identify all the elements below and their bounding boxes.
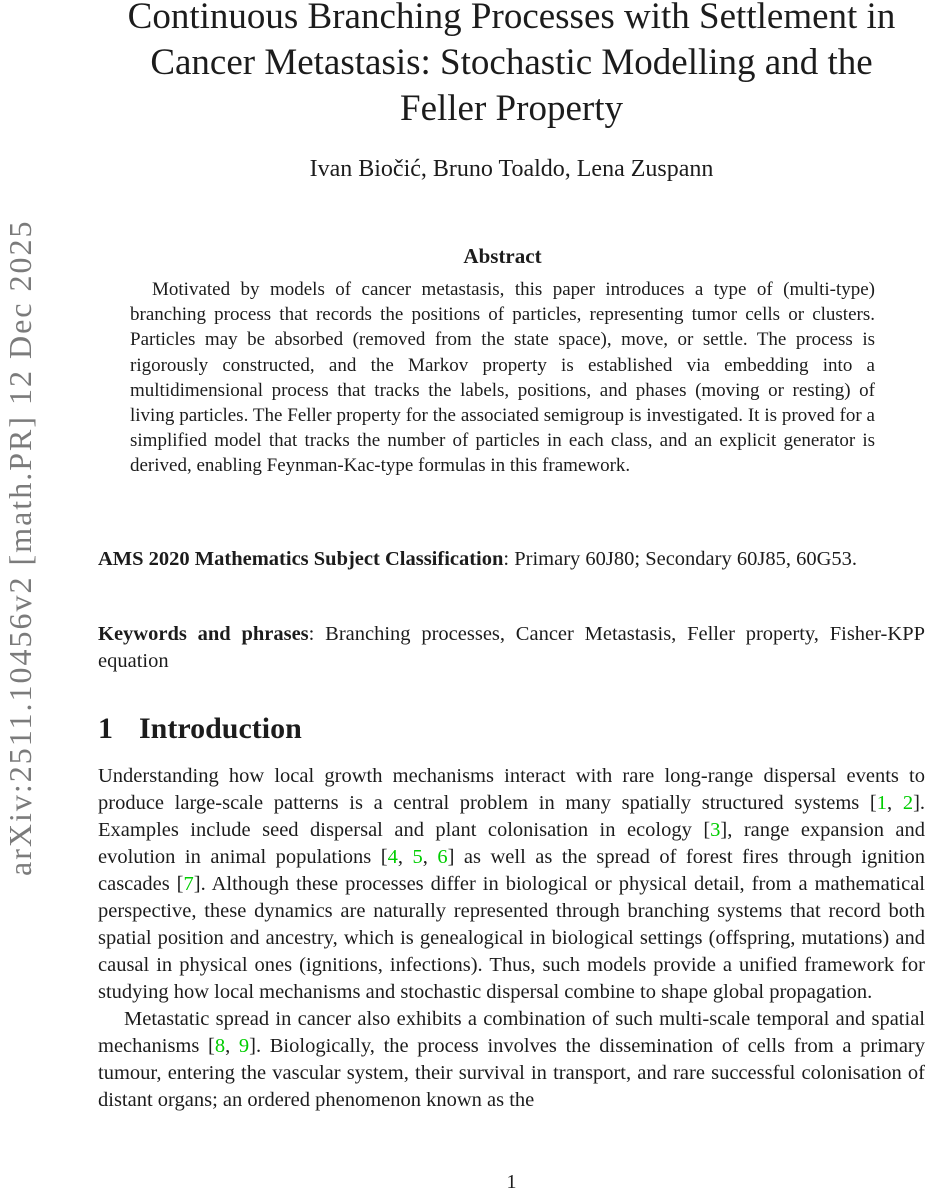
msc-value: : Primary 60J80; Secondary 60J85, 60G53. [503, 548, 858, 570]
intro-paragraph-2: Metastatic spread in cancer also exhibits a combination of such multi-scale temporal and spatial mechanisms [8, 9]. Biologically, the process involves the dissemination of cells from a primary tumour, entering the vascular system, their survival in transport, and rare successful colonisation of distant organs; an ordered phenomenon known as the [98, 1008, 926, 1111]
paper-title-line-3: Feller Property [400, 88, 623, 129]
paper-title-line-2: Cancer Metastasis: Stochastic Modelling and the [150, 42, 873, 83]
citation-ref[interactable]: 3 [710, 819, 721, 841]
page-number: 1 [506, 1171, 517, 1193]
section-heading [98, 712, 925, 746]
msc-line [98, 546, 925, 573]
msc-label: AMS 2020 Mathematics Subject Classification [98, 548, 504, 570]
section-title: Introduction [139, 712, 302, 745]
arxiv-stamp: arXiv:2511.10456v2 [math.PR] 12 Dec 2025 [2, 219, 38, 877]
authors-line: Ivan Biočić, Bruno Toaldo, Lena Zuspann [309, 156, 714, 182]
keywords-line [98, 621, 925, 675]
citation-ref[interactable]: 5 [412, 846, 423, 868]
introduction-text [98, 763, 925, 1114]
abstract-heading: Abstract [463, 244, 542, 268]
keywords-label: Keywords and phrases [98, 623, 309, 645]
citation-ref[interactable]: 4 [387, 846, 398, 868]
citation-ref[interactable]: 8 [214, 1035, 226, 1057]
paper-title [98, 0, 925, 132]
citation-ref[interactable]: 2 [902, 792, 914, 814]
citation-ref[interactable]: 6 [437, 846, 448, 868]
citation-ref[interactable]: 1 [876, 792, 888, 814]
paper-title-line-1: Continuous Branching Processes with Settlement in [127, 0, 896, 37]
section-number: 1 [98, 712, 113, 745]
citation-ref[interactable]: 9 [238, 1035, 250, 1057]
abstract-body: Motivated by models of cancer metastasis, this paper introduces a type of (multi-type) branching process that records the positions of particles, representing tumor cells or clusters. Particles may be absorbed (removed from the state space), move, or settle. The process is rigorously constructed, and the Markov property is established via embedding into a multidimensional process that tracks the labels, positions, and phases (moving or resting) of living particles. The Feller property for the associated semigroup is investigated. It is proved for a simplified model that tracks the number of particles in each class, and an explicit generator is derived, enabling Feynman-Kac-type formulas in this framework. [130, 279, 875, 477]
keywords-value: : Branching processes, Cancer Metastasis, Feller property, Fisher-KPP equation [98, 623, 925, 672]
intro-paragraph-1: Understanding how local growth mechanisms interact with rare long-range dispersal events to produce large-scale patterns is a central problem in many spatially structured systems [1, 2]. Examples include seed dispersal and plant colonisation in ecology [3], range expansion and evolution in animal populations [4, 5, 6] as well as the spread of forest fires through ignition cascades [7]. Although these processes differ in biological or physical detail, from a mathematical perspective, these dynamics are naturally represented through branching systems that record both spatial position and ancestry, which is genealogical in biological settings (offspring, mutations) and causal in physical ones (ignitions, infections). Thus, such models provide a unified framework for studying how local mechanisms and stochastic dispersal combine to shape global propagation. [98, 765, 926, 1003]
citation-ref[interactable]: 7 [183, 873, 194, 895]
